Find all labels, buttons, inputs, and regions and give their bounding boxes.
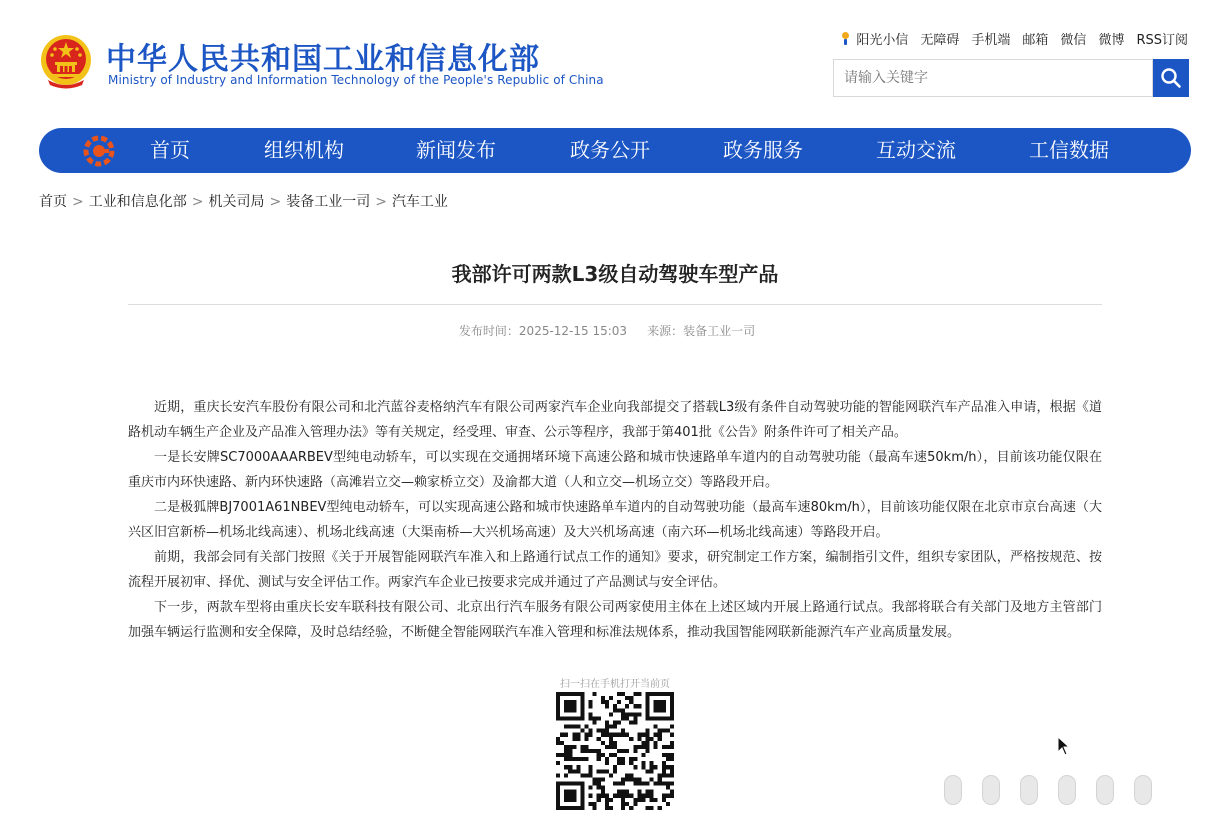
article-content <box>128 395 1102 645</box>
toolbar-pill[interactable] <box>1134 775 1152 805</box>
toolbar-pill[interactable] <box>1096 775 1114 805</box>
site-title: 中华人民共和国工业和信息化部 <box>106 42 540 77</box>
breadcrumb-separator: > <box>375 194 387 210</box>
nav-item-government-affairs[interactable]: 政务公开 <box>570 138 650 162</box>
nav-item-services[interactable]: 政务服务 <box>723 138 803 162</box>
qr-code <box>556 692 674 810</box>
nav-item-news[interactable]: 新闻发布 <box>416 138 496 162</box>
breadcrumb-item-departments[interactable]: 机关司局 <box>208 194 265 210</box>
toolbar-pill[interactable] <box>982 775 1000 805</box>
article-meta <box>0 322 1214 339</box>
site-subtitle: Ministry of Industry and Information Technology of the People's Republic of China <box>108 73 604 87</box>
article-paragraph: 一是长安牌SC7000AAARBEV型纯电动轿车，可以实现在交通拥堵环境下高速公路和城市快速路单车道内的自动驾驶功能（最高车速50km/h），目前该功能仅限在重庆市内环快速路、新内环快速路（高滩岩立交—赖家桥立交）及渝都大道（人和立交—机场立交）等路段开启。 <box>128 450 1102 490</box>
top-link-accessibility[interactable]: 无障碍 <box>920 33 960 48</box>
top-links <box>840 29 1188 48</box>
top-link-mobile[interactable]: 手机端 <box>971 33 1011 48</box>
publish-label: 发布时间： <box>458 324 519 338</box>
source-label: 来源： <box>647 324 684 338</box>
national-emblem-icon[interactable] <box>38 32 94 90</box>
breadcrumb-separator: > <box>269 194 282 210</box>
top-link-weibo[interactable]: 微博 <box>1098 33 1125 48</box>
breadcrumb-item-ministry[interactable]: 工业和信息化部 <box>88 194 187 210</box>
article-paragraph: 二是极狐牌BJ7001A61NBEV型纯电动轿车，可以实现高速公路和城市快速路单车道内的自动驾驶功能（最高车速80km/h），目前该功能仅限在北京市京台高速（大兴区旧宫新桥—机场北线高速）、机场北线高速（大渠南桥—大兴机场高速）及大兴机场高速（南六环—机场北线高速）等路段开启。 <box>128 500 1102 540</box>
sun-icon <box>840 31 851 46</box>
main-nav <box>39 128 1191 173</box>
miit-logo-icon[interactable] <box>83 135 115 167</box>
article-title: 我部许可两款L3级自动驾驶车型产品 <box>451 262 779 286</box>
floating-toolbar <box>944 775 1172 805</box>
breadcrumb-separator: > <box>191 194 204 210</box>
mouse-cursor-icon <box>1057 736 1071 756</box>
publish-time: 2025-12-15 15:03 <box>518 324 628 338</box>
breadcrumb-item-equipment-dept[interactable]: 装备工业一司 <box>286 194 371 210</box>
top-link-sunshine[interactable] <box>840 29 908 48</box>
article-paragraph: 近期，重庆长安汽车股份有限公司和北汽蓝谷麦格纳汽车有限公司两家汽车企业向我部提交了搭载L3级有条件自动驾驶功能的智能网联汽车产品准入申请，根据《道路机动车辆生产企业及产品准入管理办法》等有关规定，经受理、审查、公示等程序，我部于第401批《公告》附条件许可了相关产品。 <box>128 400 1102 440</box>
breadcrumb <box>39 191 448 211</box>
breadcrumb-item-auto-industry[interactable]: 汽车工业 <box>391 194 448 210</box>
search-icon <box>1160 67 1182 89</box>
qr-caption: 扫一扫在手机打开当前页 <box>560 679 670 690</box>
site-header <box>0 0 1214 120</box>
article-paragraph: 前期，我部会同有关部门按照《关于开展智能网联汽车准入和上路通行试点工作的通知》要求，研究制定工作方案，编制指引文件，组织专家团队，严格按规范、按流程开展初审、择优、测试与安全评估工作。两家汽车企业已按要求完成并通过了产品测试与安全评估。 <box>128 550 1102 590</box>
nav-item-home[interactable]: 首页 <box>150 138 190 162</box>
nav-item-organization[interactable]: 组织机构 <box>264 138 344 162</box>
article-paragraph: 下一步，两款车型将由重庆长安车联科技有限公司、北京出行汽车服务有限公司两家使用主体在上述区域内开展上路通行试点。我部将联合有关部门及地方主管部门加强车辆运行监测和安全保障，及时总结经验，不断健全智能网联汽车准入管理和标准法规体系，推动我国智能网联新能源汽车产业高质量发展。 <box>128 600 1102 640</box>
toolbar-pill[interactable] <box>1020 775 1038 805</box>
search-button[interactable] <box>1153 59 1189 97</box>
search-input[interactable] <box>833 59 1153 97</box>
title-divider <box>128 304 1102 305</box>
nav-item-data[interactable]: 工信数据 <box>1029 138 1109 162</box>
top-link-mail[interactable]: 邮箱 <box>1022 33 1049 48</box>
source-value: 装备工业一司 <box>683 324 756 338</box>
toolbar-pill[interactable] <box>1058 775 1076 805</box>
nav-item-interaction[interactable]: 互动交流 <box>876 138 956 162</box>
toolbar-pill[interactable] <box>944 775 962 805</box>
top-link-label: 阳光小信 <box>856 33 909 48</box>
top-link-rss[interactable]: RSS订阅 <box>1136 33 1188 48</box>
breadcrumb-item-home[interactable]: 首页 <box>39 194 67 210</box>
top-link-wechat[interactable]: 微信 <box>1060 33 1087 48</box>
breadcrumb-separator: > <box>72 194 84 210</box>
